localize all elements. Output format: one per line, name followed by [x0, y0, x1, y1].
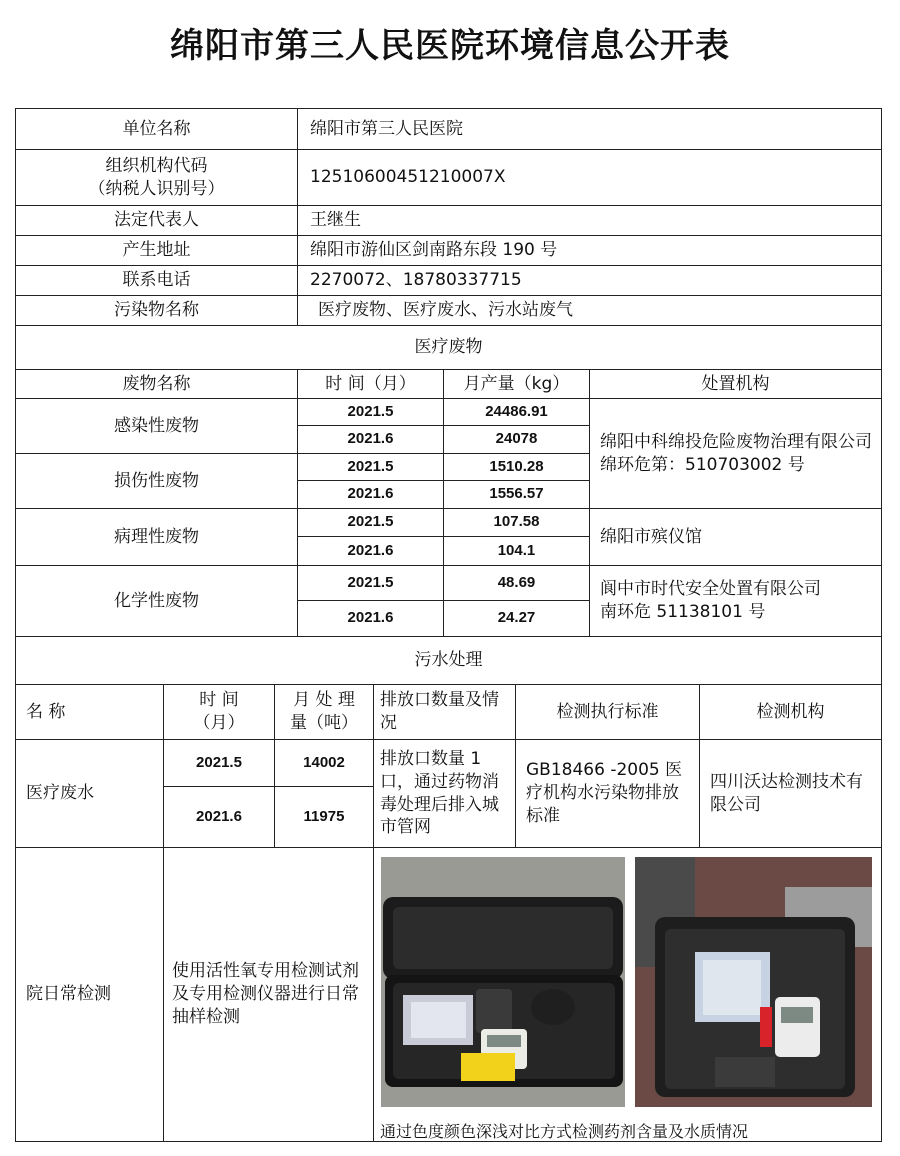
- mw-month: 2021.6: [297, 600, 444, 637]
- mw-amount: 24.27: [443, 600, 590, 637]
- info-value-legal-rep: 王继生: [297, 205, 882, 236]
- info-value-org-code: 12510600451210007X: [297, 149, 882, 206]
- info-label-phone: 联系电话: [15, 265, 298, 296]
- sw-agency: 四川沃达检测技术有限公司: [699, 739, 882, 848]
- mw-header-disposal: 处置机构: [589, 369, 882, 399]
- mw-month: 2021.5: [297, 508, 444, 537]
- mw-amount: 24078: [443, 425, 590, 454]
- info-label-legal-rep: 法定代表人: [15, 205, 298, 236]
- sw-amount: 14002: [274, 739, 374, 787]
- mw-month: 2021.6: [297, 425, 444, 454]
- mw-row-name: 化学性废物: [15, 565, 298, 637]
- mw-amount: 24486.91: [443, 398, 590, 426]
- mw-month: 2021.5: [297, 565, 444, 601]
- sw-header-standard: 检测执行标准: [515, 684, 700, 740]
- mw-disposal-org: 阆中市时代安全处置有限公司 南环危 51138101 号: [589, 565, 882, 637]
- sw-month: 2021.5: [163, 739, 275, 787]
- daily-photo-caption: 通过色度颜色深浅对比方式检测药剂含量及水质情况: [380, 1122, 749, 1141]
- mw-amount: 1556.57: [443, 480, 590, 509]
- mw-amount: 104.1: [443, 536, 590, 566]
- test-kit-case-image: [381, 857, 625, 1107]
- sw-header-month: 时 间 （月）: [163, 684, 275, 740]
- sw-outlet: 排放口数量 1 口，通过药物消毒处理后排入城市管网: [373, 739, 516, 848]
- mw-row-name: 病理性废物: [15, 508, 298, 566]
- info-label-address: 产生地址: [15, 235, 298, 266]
- mw-amount: 1510.28: [443, 453, 590, 481]
- medical-waste-section-title: 医疗废物: [15, 325, 882, 370]
- mw-row-name: 损伤性废物: [15, 453, 298, 509]
- sw-header-name: 名 称: [15, 684, 164, 740]
- test-in-progress-image: [635, 857, 872, 1107]
- sw-standard: GB18466 -2005 医疗机构水污染物排放标准: [515, 739, 700, 848]
- info-label-unit: 单位名称: [15, 108, 298, 150]
- sw-header-outlet: 排放口数量及情况: [373, 684, 516, 740]
- info-value-unit: 绵阳市第三人民医院: [297, 108, 882, 150]
- mw-header-amount: 月产量（kg）: [443, 369, 590, 399]
- mw-disposal-org: 绵阳中科绵投危险废物治理有限公司 绵环危第：510703002 号: [589, 398, 882, 509]
- test-kit-photo-2: [635, 857, 872, 1107]
- mw-month: 2021.5: [297, 453, 444, 481]
- mw-amount: 107.58: [443, 508, 590, 537]
- info-value-address: 绵阳市游仙区剑南路东段 190 号: [297, 235, 882, 266]
- info-value-phone: 2270072、18780337715: [297, 265, 882, 296]
- daily-method: 使用活性氧专用检测试剂及专用检测仪器进行日常抽样检测: [163, 847, 374, 1142]
- info-value-pollutants: 医疗废物、医疗废水、污水站废气: [297, 295, 882, 326]
- mw-header-name: 废物名称: [15, 369, 298, 399]
- sw-amount: 11975: [274, 786, 374, 848]
- sw-month: 2021.6: [163, 786, 275, 848]
- mw-month: 2021.5: [297, 398, 444, 426]
- info-label-pollutants: 污染物名称: [15, 295, 298, 326]
- info-label-org-code: 组织机构代码 （纳税人识别号）: [15, 149, 298, 206]
- page-title: 绵阳市第三人民医院环境信息公开表: [170, 26, 730, 66]
- daily-label: 院日常检测: [15, 847, 164, 1142]
- test-kit-photo-1: [381, 857, 625, 1107]
- mw-amount: 48.69: [443, 565, 590, 601]
- mw-disposal-org: 绵阳市殡仪馆: [589, 508, 882, 566]
- sw-name: 医疗废水: [15, 739, 164, 848]
- mw-row-name: 感染性废物: [15, 398, 298, 454]
- sewage-section-title: 污水处理: [15, 636, 882, 685]
- mw-header-month: 时 间（月）: [297, 369, 444, 399]
- sw-header-amount: 月 处 理 量（吨）: [274, 684, 374, 740]
- sw-header-agency: 检测机构: [699, 684, 882, 740]
- mw-month: 2021.6: [297, 536, 444, 566]
- mw-month: 2021.6: [297, 480, 444, 509]
